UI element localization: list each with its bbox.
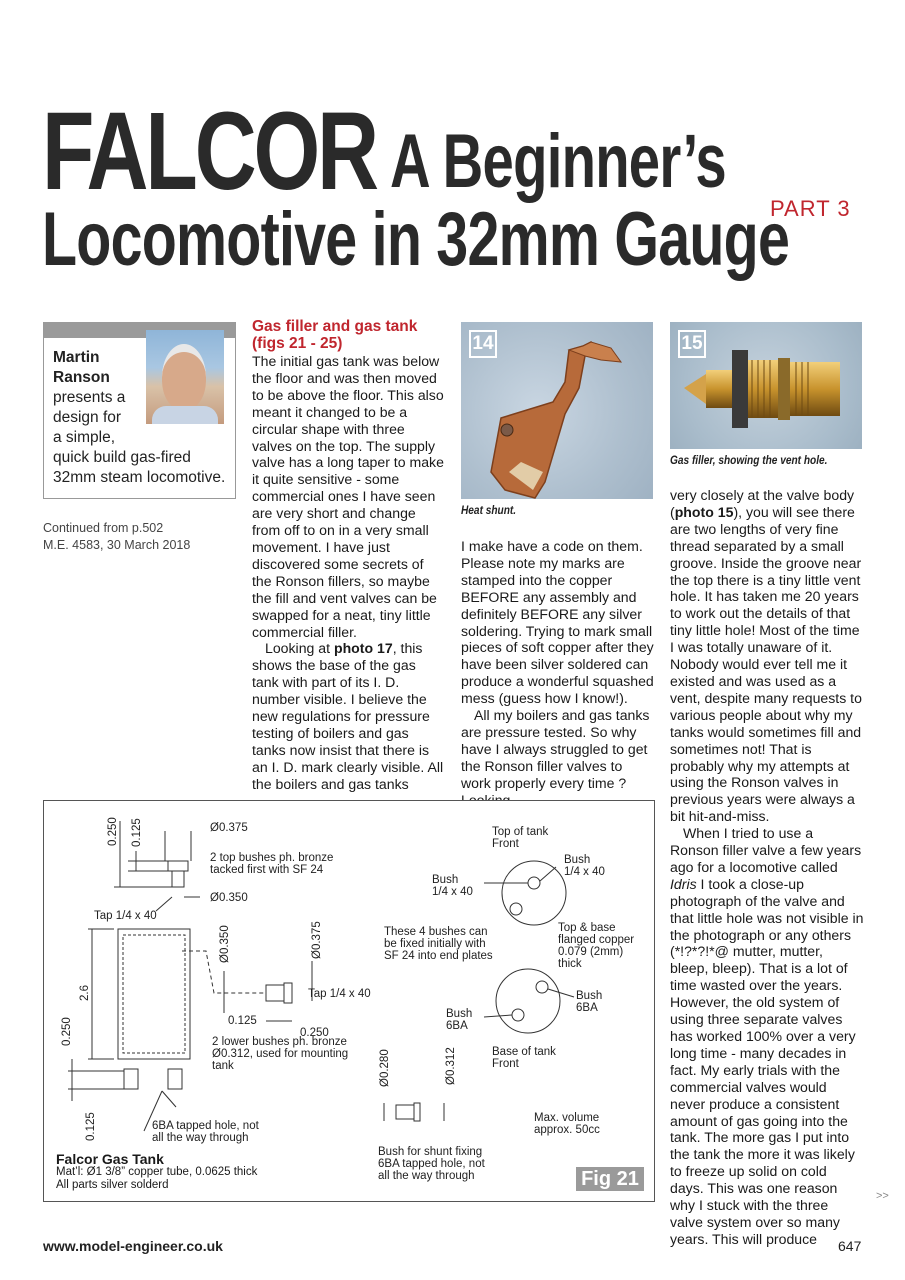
photo-14-caption: Heat shunt. [461,505,517,517]
note-vol-1: Max. volume [534,1112,600,1124]
col1-paragraph-1: The initial gas tank was below the floor and was then moved to be above the floor. This also meant it changed to be a circular shape with three valves on the top. The supply valve has a long taper to make it quite sensitive - some commercial ones I have seen are very short and change from off to on in a very small movement. I have just discovered some secrets of the Ronson fillers, so maybe the fill and vent valves can be swapped for a neat, tiny little commercial filler. [252,353,444,640]
dim-0375-b: Ø0.375 [311,921,323,959]
note-base-1: Base of tank [492,1046,556,1058]
author-name-2: Ranson [53,369,110,386]
tap-label-1: Tap 1/4 x 40 [94,910,157,922]
note-bush-l-1: Bush [432,874,459,886]
dim-0250-b: 0.250 [61,1017,73,1046]
side-bush [266,985,284,1001]
note-bush6-r-2: 6BA [576,1002,598,1014]
dim-0125-c: 0.125 [228,1015,257,1027]
note-bush6-l-2: 6BA [446,1020,468,1032]
note-tapped-2: all the way through [152,1132,249,1144]
figure-21 [43,800,655,1202]
figure-label: Fig 21 [576,1167,644,1191]
col1-p2-pre: Looking at [265,640,334,657]
top-bush-shank [172,871,184,887]
author-blurb-line: presents a [53,389,126,406]
note-vol-2: approx. 50cc [534,1124,600,1136]
figure-material-line-1: Mat’l: Ø1 3/8” copper tube, 0.0625 thick [56,1166,258,1178]
continue-arrow-icon: >> [876,1190,889,1202]
base-of-tank-circle [496,969,560,1033]
note-top-bushes-1: 2 top bushes ph. bronze [210,852,334,864]
headline-falcor: FALCOR [42,90,376,213]
note-base-2: Front [492,1058,519,1070]
photo-14-number: 14 [469,330,497,358]
part-label: PART 3 [770,196,851,221]
col3-p2-italic: Idris [670,875,697,892]
dim-0375-a: Ø0.375 [210,822,248,834]
top-bush-head [168,861,188,871]
note-top-tank-2: Front [492,838,519,850]
author-blurb-line: design for [53,409,122,426]
note-lower-3: tank [212,1060,234,1072]
author-blurb-line: quick build gas-fired [53,449,191,466]
footer-url[interactable]: www.model-engineer.co.uk [43,1238,223,1254]
dim-0350-a: Ø0.350 [210,892,248,904]
note-flange-1: Top & base [558,922,616,934]
photo-15-number: 15 [678,330,706,358]
author-blurb-line: a simple, [53,429,116,446]
note-shunt-3: all the way through [378,1170,475,1182]
dim-0280: Ø0.280 [379,1049,391,1087]
dim-0125-a: 0.125 [131,818,143,847]
note-four-3: SF 24 into end plates [384,950,493,962]
note-bush6-r-1: Bush [576,990,603,1002]
continued-line-1: Continued from p.502 [43,521,164,535]
body-column-3 [670,487,864,1248]
col3-paragraph-2 [670,825,864,1248]
lower-bush-right [168,1069,182,1089]
tap-label-2: Tap 1/4 x 40 [308,988,371,1000]
col3-p1-post: ), you will see there are two lengths of very fine thread separated by a small groove. Inside the groove near the top there is a tiny little vent hole. It has taken me 20 years to work out the details of that tiny little hole! Most of the time I was totally unaware of it. Nobody would ever tell me it existed and was used as a vent, despite many requests to various people about why my tanks would sometimes fill and sometimes not! That is probably why my attempts at using the Ronson valves in previous years were always a bit hit-and-miss. [670,503,862,825]
note-lower-1: 2 lower bushes ph. bronze [212,1036,347,1048]
continued-note [43,520,190,554]
col2-paragraph-2: All my boilers and gas tanks are pressure tested. So why have I always struggled to get the Ronson filler valves to work properly every time ? [461,707,650,791]
note-flange-3: 0.079 (2mm) [558,946,624,958]
note-bush-r-1: Bush [564,854,591,866]
top-of-tank-circle [502,861,566,925]
note-four-2: be fixed initially with [384,938,486,950]
body-column-1 [252,353,444,793]
dim-0250-a: 0.250 [107,817,119,846]
note-flange-2: flanged copper [558,934,635,946]
tank-body [118,929,190,1059]
note-bush-l-2: 1/4 x 40 [432,886,473,898]
section-heading-line-2: (figs 21 - 25) [252,335,343,352]
photo-15 [670,322,862,449]
note-top-bushes-2: tacked first with SF 24 [210,864,324,876]
col1-p2-bold: photo 17 [333,640,393,657]
headline-line-2: Locomotive in 32mm Gauge [42,197,790,282]
dim-0350-b: Ø0.350 [219,925,231,963]
note-bush6-l-1: Bush [446,1008,473,1020]
body-column-2 [461,538,655,809]
dim-0125-b: 0.125 [85,1112,97,1141]
col3-p2-post: I took a close-up photograph of the valve and that little hole was not visible in the photograph or any others (*!?*?!*@ mutter, mutter, bleep, bleep). That is a lot of time wasted over the years. However, the old system of using three separate valves has worked 100% over a very long time - many decades in fact. My early trials with the commercial valves would never produce a consistent amount of gas going into the tank. The more gas I put into the tank the more it was likely to freeze up solid on cold days. This was one reason why I stuck with the three valve system over so many years. This will produce [670,875,864,1247]
col1-p2-post: , this shows the base of the gas tank with part of its I. D. number visible. I believe the new regulations for pressure testing of boilers and gas tanks now insist that there is an I. D. mark clearly visible. All the boilers and gas tanks [252,640,444,792]
dim-26: 2.6 [79,985,91,1001]
note-lower-2: Ø0.312, used for mounting [212,1048,349,1060]
lower-bush-left [124,1069,138,1089]
section-heading [252,318,452,352]
col3-p1-pre: very closely at the valve body ( [670,487,855,520]
gas-tank-drawing [44,801,654,1201]
headline-beginners: A Beginner’s [390,119,726,204]
note-flange-4: thick [558,958,582,970]
tank-inner [123,935,185,1053]
figure-material-line-2: All parts silver solderd [56,1179,169,1191]
note-tapped-1: 6BA tapped hole, not [152,1120,259,1132]
note-bush-r-2: 1/4 x 40 [564,866,605,878]
figure-title: Falcor Gas Tank [56,1151,164,1167]
photo-14 [461,322,653,499]
figure-material [56,1166,257,1192]
col1-paragraph-2 [252,640,444,792]
photo-15-caption: Gas filler, showing the vent hole. [670,455,828,467]
col3-p2-pre: When I tried to use a Ronson filler valve a few years ago for a locomotive called [670,825,862,875]
col2-paragraph-1: I make have a code on them. Please note my marks are stamped into the copper BEFORE any assembly and definitely BEFORE any silver soldering. Trying to mark small pieces of soft copper after they have been silver soldered can produce a wonderful squashed mess (guess how I know!). [461,538,654,707]
note-top-tank-1: Top of tank [492,826,549,838]
author-blurb-line: 32mm steam locomotive. [53,469,226,486]
note-four-1: These 4 bushes can [384,926,488,938]
author-name-1: Martin [53,349,100,366]
note-shunt-2: 6BA tapped hole, not [378,1158,485,1170]
section-heading-line-1: Gas filler and gas tank [252,318,418,335]
dim-0250-c: 0.250 [300,1027,329,1039]
page-number: 647 [838,1238,862,1254]
col3-paragraph-1 [670,487,864,825]
note-shunt-1: Bush for shunt fixing [378,1146,483,1158]
continued-line-2: M.E. 4583, 30 March 2018 [43,538,191,552]
col3-p1-bold: photo 15 [674,503,734,520]
author-box [43,322,236,499]
author-blurb [53,348,233,488]
dim-0312: Ø0.312 [445,1047,457,1085]
shunt-bush [396,1105,414,1119]
